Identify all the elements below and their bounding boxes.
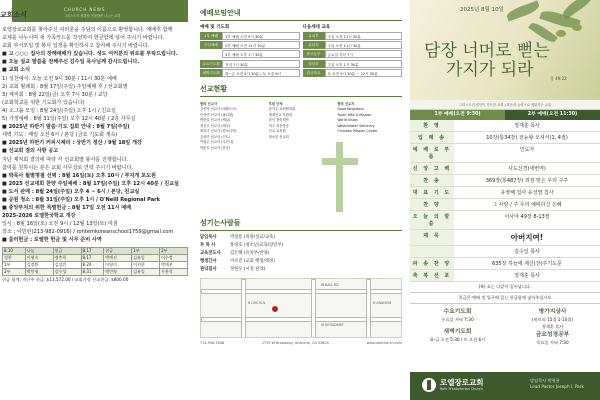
schedule-row: [200, 32, 300, 40]
order-item-value: 사도신경(새번역): [508, 166, 546, 172]
order-item-value: 10장(통34장) 전능왕 오셔서(1, 4절): [486, 135, 568, 141]
worker-name: 박형용 (목양/설교/교육): [230, 234, 275, 240]
church-news-list: [2, 26, 188, 245]
news-line: 3) 제직회 : 8월 22일(금) 오후 7시 30분 / 교당: [2, 91, 108, 98]
workers-section-title: 섬기는사람들: [200, 218, 402, 231]
church-motto: 그리스도의 평안이 가득한 교회 | 복음의 능력으로 세워지는 교회: [410, 100, 600, 110]
news-line: ■ 오늘 설교 말씀을 전해주신 김수일 목사님께 감사드립니다.: [2, 59, 140, 66]
order-item-label: 신 앙 고 백: [410, 163, 454, 174]
schedule-row: [303, 60, 403, 68]
offering-cell: 성찬: [3, 254, 26, 261]
standing-note: (※) 표는 다같이 일어납니다.: [410, 282, 600, 293]
bible-title: 병가지상사: [538, 309, 567, 315]
schedule-category: 새벽기도회: [200, 69, 222, 77]
list-item: Youth With A Mission: [337, 112, 372, 117]
order-item-label: 파 송 찬 양: [410, 258, 454, 269]
order-of-worship: [410, 120, 600, 282]
news-line: 지난 제직회 결의에 따라 각 선교회별 봉사를 진행합니다.: [2, 156, 129, 163]
schedule-time: 토 오전 9시 30분 ~ 12시 30분: [325, 69, 403, 77]
news-line: 새벽 기도 : 매일 오전 6시 / 본당 (금요 기도회 계속): [2, 132, 118, 139]
order-item-value: 이사야 49장 8-13절: [504, 214, 550, 220]
worker-name: 김은혜 (유치부/찬양): [230, 250, 270, 256]
offering-header-cell: 나눔: [25, 247, 53, 254]
offering-note: 헌금은 예배 전 입구에 있는 헌금함에 넣어주십시오: [410, 293, 600, 304]
map-label: W BALL RD: [321, 282, 339, 287]
order-row: [410, 163, 600, 175]
order-item-value: 아버지여!: [510, 233, 544, 242]
list-item: 박종일 선교사 (케냐): [200, 118, 231, 123]
mission-group: [200, 100, 265, 152]
weekday-gatherings: [410, 304, 600, 346]
lead-pastor-english: Lead Pastor Joseph I. Park: [530, 384, 584, 389]
worship-col-1-heading: 예배 및 기도회: [200, 25, 230, 30]
news-line: ■ 2025 선교대회 찬양 주일예배 : 8월 17일(주일) 오후 12시 40분 / 친교실: [2, 180, 179, 187]
worker-row: [200, 258, 402, 266]
map-label: W BROADWAY: [321, 322, 344, 327]
worker-role: 관리집사: [200, 266, 217, 272]
offering-cell: 김성민: [53, 261, 81, 268]
wednesday-title: 수요기도회: [443, 309, 472, 315]
schedule-row: [303, 69, 403, 77]
order-item-label: 제 목: [410, 230, 454, 245]
news-line: 일시 : 8월 16일(토) 오전 9시 / 12월 13일(토) 마침: [2, 221, 118, 228]
offering-cell: 정충희: [53, 254, 81, 261]
news-line: 1) 성찬예식: 오늘 오전 9시 30분 / 11시 30분 예배: [2, 75, 117, 82]
order-item-value: 유영혜 집사 유성열 집사: [500, 190, 554, 196]
offering-cell: 이지현: [132, 261, 160, 268]
offering-cell: 박예선: [160, 261, 188, 268]
church-location-map[interactable]: [200, 278, 402, 338]
offering-header-cell: 8.10: [3, 247, 26, 254]
list-item: Westminster Seminary: [337, 123, 375, 128]
list-item: 청소년 선교회: [268, 134, 289, 139]
news-line: 4) 소그룹 모임 : 8월 24일(주일) 오후 1시 / 친교실: [2, 107, 116, 114]
mission-group-title: 협력 선교사: [200, 101, 218, 106]
dawn-time: 화-금 오전 5:30 / 토 오전 6시: [429, 337, 486, 342]
olive-leaf-icon: [505, 0, 540, 21]
map-label: N LINCOLN: [248, 300, 266, 305]
list-item: 정선우 선교사 (태국): [200, 123, 231, 128]
church-news-title: 교회소식: [0, 11, 28, 19]
offering-header-cell: 1부: [132, 247, 160, 254]
schedule-time: 3부 예배 오후 1시 30분: [222, 50, 300, 58]
church-logo-icon: [422, 378, 436, 392]
order-of-worship-column: [410, 0, 600, 400]
offering-cell: 1부: [3, 261, 26, 268]
offering-header-cell: 8.17: [81, 247, 104, 254]
schedule-category: 중고등부: [303, 50, 325, 58]
offering-cell: 8.31: [81, 268, 104, 275]
worker-row: [200, 234, 402, 242]
order-item-value: 정재훈 목사: [514, 273, 540, 279]
worker-row: [200, 242, 402, 250]
offering-total: 헌금 합계: 지난주 헌금: $13,572.00 / 교회가정 선교헌금: $800.00: [2, 276, 129, 282]
bible-speaker: 정재훈 목사: [541, 324, 564, 329]
sermon-series-title: [424, 42, 550, 80]
worker-role: 교육전도사: [200, 250, 221, 256]
schedule-category: 청년부: [303, 60, 325, 68]
worship-schedule: [200, 24, 402, 78]
news-line: ■ 선교회 결의 사항 공고: [2, 148, 59, 155]
order-item-label: 입 례 송: [410, 132, 454, 143]
order-row: [410, 187, 600, 199]
wednesday-block: [410, 309, 505, 346]
worker-name: 정현우 (시설 관리): [230, 266, 266, 272]
offering-cell: 8.17: [81, 254, 104, 261]
order-row: [410, 270, 600, 282]
worship-schedule-col-1: [200, 24, 300, 78]
offering-cell: 2부: [3, 268, 26, 275]
workers-list: [200, 234, 402, 274]
list-item: 박준호 선교사 (몽골): [200, 145, 231, 150]
second-service-label: 2부 예배(오전 11:30): [505, 110, 600, 120]
order-item-value: 그 사랑 / 주 우리 예비하신 은혜: [492, 202, 562, 208]
list-item: 김성민 선교사 (인도): [200, 134, 231, 139]
order-row: [410, 258, 600, 270]
cross-icon: [320, 142, 360, 212]
order-item-value: 정재훈 목사: [514, 123, 540, 129]
offering-cell: 이수정: [160, 254, 188, 261]
contact-bar: [200, 341, 402, 345]
order-item-value: 인도자: [519, 147, 535, 153]
schedule-time: 주일 오전 11시 30분: [325, 32, 403, 40]
service-headers: [410, 110, 600, 120]
worship-col-2-heading: 다음세대 교육: [302, 25, 331, 30]
bible-text: (히브리 15절 1-10절): [532, 317, 573, 322]
schedule-row: [303, 50, 403, 58]
banner-subtitle: 그리스도의 평화를 전파하며 나누는 교회: [64, 14, 121, 18]
schedule-category: 1부 예배: [200, 32, 222, 40]
list-item: Good Neighbors: [337, 107, 364, 112]
news-line: 2) 교회 월례회 : 8월 17일(주일) 주일예배 후 / 선교회별: [2, 83, 128, 90]
news-line: 참여를 원하시는 분은 교회 사무실로 연락 주시기 바랍니다.: [2, 164, 134, 171]
news-line: ■ 울러헌금 : 로엘한 헌금 및 시무 준비 사역: [2, 237, 102, 244]
schedule-time: 저녁 7시 30분: [222, 60, 300, 68]
order-item-value: 635장 하늘에 계신(찬)주기도문: [492, 261, 562, 267]
mission-status: [200, 100, 402, 218]
offering-cell: 김유일: [132, 254, 160, 261]
offering-cell: 김정환: [25, 261, 53, 268]
map-label: N ANAHEIM: [373, 300, 392, 305]
worship-schedule-col-2: [303, 24, 403, 78]
offering-header-cell: 헌금: [104, 247, 132, 254]
news-line: 로엘장로교회를 찾아주신 여러분을 주님의 이름으로 환영합니다. 예배후 함께: [2, 27, 173, 33]
list-item: Christian Mission Center: [337, 129, 378, 134]
banner-title: CHURCH NEWS: [64, 7, 106, 12]
worker-name: 이수진 (교회 행정/재정): [230, 258, 275, 264]
news-line: 장소 : 이민턴(213-982-0916) / rohtemkoreanschool1759@gmail.com: [2, 229, 174, 236]
offering-cell: 8.24: [81, 261, 104, 268]
website-link[interactable]: www.rohlchurch.com: [366, 340, 402, 345]
order-item-label: 찬 송: [410, 175, 454, 186]
schedule-time: 금요일 저녁 7시: [325, 50, 403, 58]
news-line: ■ 도서 판매 : 8월 24일(주일) 오후 4 ~ 6시 / 본당, 친교실: [2, 188, 140, 195]
wednesday-time: 수요일 저녁 7:30: [441, 317, 474, 322]
offering-header-row: [3, 247, 188, 254]
news-line: (교회학교를 위한 기도회가 있습니다): [2, 99, 85, 106]
church-english-name: Rohl Presbyterian Church: [440, 387, 483, 391]
dawn-title: 새벽기도회: [443, 329, 472, 335]
schedule-time: 1부 예배 오전 9시 30분: [222, 32, 300, 40]
olive-leaf-icon: [560, 0, 595, 19]
worker-row: [200, 250, 402, 258]
scripture-reference: 창 49:22: [550, 76, 567, 81]
schedule-category: [200, 50, 222, 58]
schedule-row: [200, 60, 300, 68]
offering-table: [2, 247, 188, 276]
worker-row: [200, 266, 402, 274]
news-line: ■ 중앙부처의 위한 특별헌금 : 8월 17일 오전 11시 예배: [2, 205, 132, 212]
order-row: [410, 246, 600, 258]
church-news-banner: [12, 0, 188, 22]
news-line: ■ 2025년 하반기 말씀·기도 집회 안내 : 9월 7일(주일): [2, 124, 130, 131]
table-row: [3, 254, 188, 261]
table-row: [3, 268, 188, 275]
first-service-label: 1부 예배(오전 9:30): [410, 110, 505, 120]
list-item: 한인 장학재단: [268, 118, 289, 123]
map-pin-icon: [271, 305, 279, 313]
offering-cell: 박민영: [104, 268, 132, 275]
list-item: 선교 교육원: [268, 129, 286, 134]
friday-title: 금요성경공부: [535, 332, 570, 338]
order-row: [410, 175, 600, 187]
schedule-category: 주일예배: [200, 41, 222, 49]
offering-cell: 강우성: [53, 268, 81, 275]
schedule-time: 주일 오후 1시 30분: [325, 60, 403, 68]
church-footer: [410, 372, 600, 400]
schedule-category: 수요기도회: [200, 60, 222, 68]
schedule-row: [303, 32, 403, 40]
list-item: 김종석 선교사 (에콰도르): [200, 107, 237, 112]
order-row: [410, 211, 600, 230]
order-item-label: [410, 246, 454, 257]
friday-time: 목요일 저녁 7:30: [536, 340, 569, 345]
list-item: World Vision: [337, 118, 358, 123]
title-line-2: 가지가 되라: [446, 60, 534, 80]
news-line: 교회 부서모임 및 봉사 일정을 확인하시고 참여해 주시기 바랍니다.: [2, 43, 150, 50]
news-line: 2025-2026 로엘한국학교 개강: [2, 213, 76, 220]
offering-cell: 박민영: [25, 268, 53, 275]
schedule-time: 주일 오전 11시 30분: [325, 41, 403, 49]
list-item: 이상민 선교사 (필리핀): [200, 112, 234, 117]
offering-cell: 김유일: [132, 268, 160, 275]
worker-name: 홍정호 (청소년/교육/장년부): [230, 242, 284, 248]
sermon-hero: [410, 0, 600, 100]
list-item: 세계선교 후원회: [268, 112, 293, 117]
worker-role: 부 목 사: [200, 242, 216, 248]
schedule-category: 유치부: [303, 32, 325, 40]
list-item: 이영수 선교사 (우간다): [200, 140, 234, 145]
order-item-value: 김수일 목사: [514, 249, 540, 255]
schedule-row: [200, 50, 300, 58]
news-line: ■ 2025년 하반기 커피시체리 : 상반기 정산 / 9월 18일 개강: [2, 140, 142, 147]
order-row: [410, 230, 600, 246]
schedule-time: 화~금 오전 5시 30분 / 토 오전 6시: [222, 69, 300, 77]
schedule-time: 2부 예배 오전 11시 30분: [222, 41, 300, 49]
schedule-category: 유년부: [303, 41, 325, 49]
phone-number[interactable]: 714-956-7648: [200, 340, 225, 345]
worker-role: 행정간사: [200, 258, 217, 264]
worship-column: [196, 0, 406, 400]
schedule-row: [303, 41, 403, 49]
title-line-1: 담장 너머로 뻗는: [424, 41, 550, 61]
offering-header-cell: 헌금: [53, 247, 81, 254]
olive-icon: [572, 24, 582, 31]
news-line: ■ 고 ○○○ 집사의 장례예배가 있습니다. 성도 여러분의 위로를 부탁드립니다.: [2, 51, 178, 58]
order-item-label: 환 영: [410, 120, 454, 131]
worker-role: 담임목사: [200, 234, 217, 240]
address: 1759 W Broadway, Anaheim, CA 92804: [261, 340, 329, 345]
order-item-label: 대 표 기 도: [410, 187, 454, 198]
order-item-label: 찬 양: [410, 199, 454, 210]
offering-cell: 박예선: [104, 254, 132, 261]
mission-group-title: 협력 선교지: [337, 101, 355, 106]
table-row: [3, 261, 188, 268]
news-line: 5) 가정예배 : 8월 31일(주일) 오후 12시 40분 / 2층 사무실: [2, 116, 136, 123]
list-item: 최한나 선교사 (캄보디아): [200, 129, 237, 134]
news-line: ■ 교회 소식: [2, 67, 31, 74]
order-item-label: 오 늘 의 말 씀: [410, 211, 454, 229]
bible-block: [505, 309, 600, 346]
news-line: ■ 박목사 월별명절 선택 : 8월 16일(토) 오후 10시 / 부지개 포도원: [2, 172, 156, 179]
order-row: [410, 132, 600, 144]
offering-cell: 이영숙: [25, 254, 53, 261]
offering-cell: 우홍석: [160, 268, 188, 275]
schedule-category: 한국학교: [303, 69, 325, 77]
church-name: 로엘장로교회: [440, 378, 484, 387]
offering-header-cell: 2부: [160, 247, 188, 254]
lead-pastor-korean: 담임목사 박형용: [530, 378, 560, 383]
order-row: [410, 199, 600, 211]
olive-icon: [556, 30, 566, 37]
lead-pastor: [530, 378, 584, 390]
order-item-label: 예 배 로 부 름: [410, 144, 454, 162]
news-line: 교제를 나누시며 새 가족카드를 작성하여 헌금함에 넣어 주시기 바랍니다.: [2, 35, 165, 42]
news-line: ■ 공원 청소 : 8월 31일(주일) 오후 1시 / O'Neill Regional Park: [2, 196, 161, 203]
order-item-label: 축 복 선 포: [410, 270, 454, 281]
order-item-value: 369장(통487장) 죄짐 맡은 우리 구주: [485, 178, 569, 184]
church-news-column: [0, 0, 192, 400]
list-item: 남가주 교회협의회: [268, 107, 296, 112]
order-row: [410, 120, 600, 132]
schedule-row: [200, 69, 300, 77]
mission-section-title: 선교현황: [200, 84, 402, 97]
offering-cell: 이영미: [104, 261, 132, 268]
order-row: [410, 144, 600, 163]
bulletin-date: 2025년 8월 10일: [460, 7, 504, 13]
list-item: 미주 복음방송: [268, 123, 289, 128]
schedule-row: [200, 41, 300, 49]
mission-group-title: 후원 단체: [268, 101, 283, 106]
worship-section-title: 예배모임안내: [200, 8, 402, 21]
